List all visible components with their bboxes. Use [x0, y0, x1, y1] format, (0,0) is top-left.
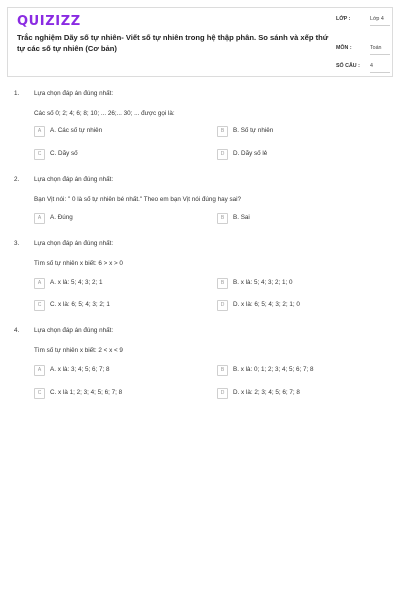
question-number: 4. [14, 327, 20, 334]
worksheet-title: Trắc nghiệm Dãy số tự nhiên- Viết số tự nhiên trong hệ thập phân. So sánh và xếp thứ tự các số tự nhiên (Cơ bản) [17, 33, 329, 53]
meta-class-row [336, 16, 392, 33]
option-letter-box: D [217, 300, 228, 311]
option-letter-box: A [34, 126, 45, 137]
meta-count-value: 4 [370, 63, 390, 73]
option-letter-box: B [217, 126, 228, 137]
option-letter-box: C [34, 388, 45, 399]
option-letter-box: B [217, 278, 228, 289]
option-text: A. Các số tự nhiên [50, 127, 103, 134]
meta-subject-row [336, 33, 392, 53]
option-text: B. x là: 0; 1; 2; 3; 4; 5; 6; 7; 8 [233, 366, 314, 373]
option-text: C. x là 1; 2; 3; 4; 5; 6; 7; 8 [50, 389, 123, 396]
option-letter-box: D [217, 388, 228, 399]
option-text: C. x là: 6; 5; 4; 3; 2; 1 [50, 301, 110, 308]
option-letter-box: A [34, 365, 45, 376]
option-letter-box: A [34, 213, 45, 224]
meta-class-value: Lớp 4 [370, 16, 390, 26]
question-number: 1. [14, 90, 20, 97]
question-instruction: Lựa chọn đáp án đúng nhất: [34, 90, 114, 97]
question-instruction: Lựa chọn đáp án đúng nhất: [34, 327, 114, 334]
option-text: A. x là: 3; 4; 5; 6; 7; 8 [50, 366, 110, 373]
option-letter-box: B [217, 213, 228, 224]
question-text: Tìm số tự nhiên x biết: 6 > x > 0 [34, 260, 123, 267]
question-text: Tìm số tự nhiên x biết: 2 < x < 9 [34, 347, 123, 354]
meta-count-row [336, 53, 392, 70]
option-text: B. Số tự nhiên [233, 127, 274, 134]
option-text: D. x là: 2; 3; 4; 5; 6; 7; 8 [233, 389, 300, 396]
option-text: B. Sai [233, 214, 250, 221]
option-text: A. x là: 5; 4; 3; 2; 1 [50, 279, 103, 286]
option-text: C. Dãy số [50, 150, 78, 157]
option-text: D. Dãy số lẻ [233, 150, 268, 157]
meta-count-label: SỐ CÂU : [336, 63, 360, 69]
question-instruction: Lựa chọn đáp án đúng nhất: [34, 176, 114, 183]
meta-panel [336, 16, 392, 70]
question-number: 3. [14, 240, 20, 247]
worksheet-header [7, 7, 393, 77]
meta-subject-label: MÔN : [336, 45, 352, 51]
option-text: A. Đúng [50, 214, 73, 221]
question-instruction: Lựa chọn đáp án đúng nhất: [34, 240, 114, 247]
question-number: 2. [14, 176, 20, 183]
question-text: Bạn Vịt nói: " 0 là số tự nhiên bé nhất." Theo em bạn Vịt nói đúng hay sai? [34, 196, 242, 203]
option-letter-box: C [34, 300, 45, 311]
option-letter-box: C [34, 149, 45, 160]
option-letter-box: D [217, 149, 228, 160]
quizizz-logo: QUIZIZZ [17, 14, 81, 29]
option-letter-box: B [217, 365, 228, 376]
question-text: Các số 0; 2; 4; 6; 8; 10; ... 26;... 30; ... được gọi là: [34, 110, 175, 117]
option-text: B. x là: 5; 4; 3; 2; 1; 0 [233, 279, 293, 286]
option-letter-box: A [34, 278, 45, 289]
meta-subject-value: Toán [370, 45, 390, 55]
meta-class-label: LỚP : [336, 16, 351, 22]
option-text: D. x là: 6; 5; 4; 3; 2; 1; 0 [233, 301, 300, 308]
